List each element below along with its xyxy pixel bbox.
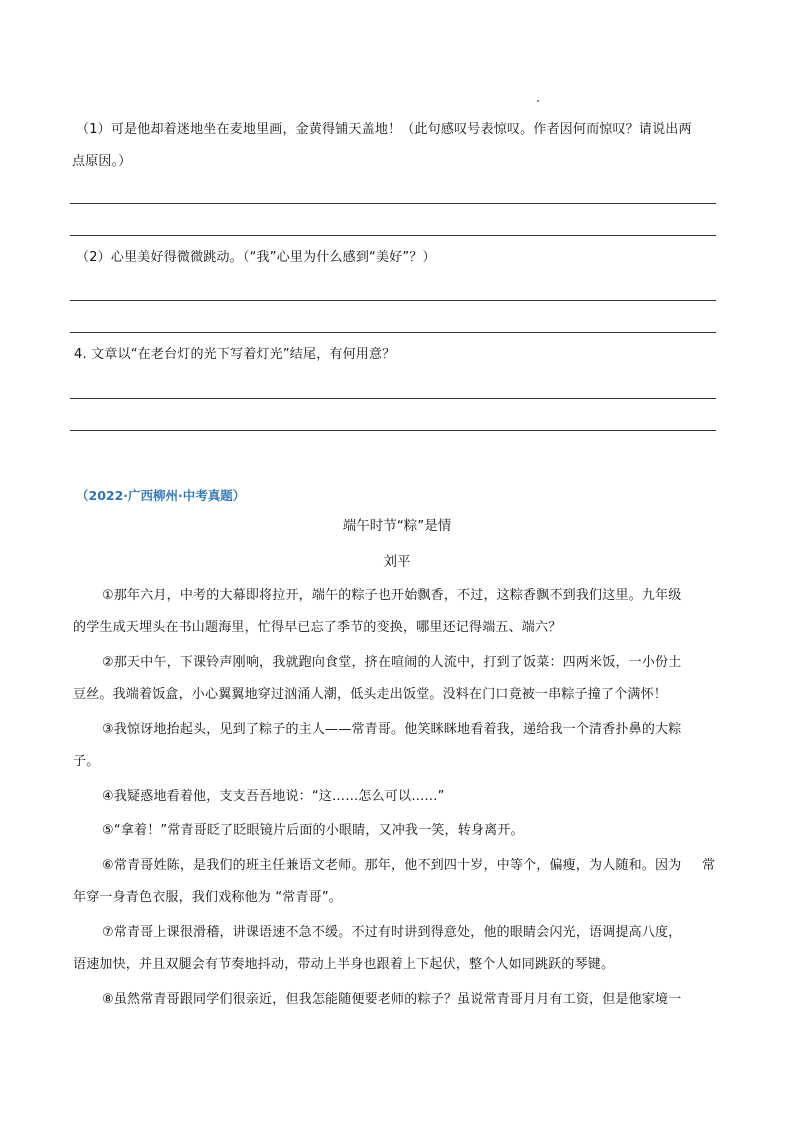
question-3-2-text: （2）心里美好得微微跳动。（“我”心里为什么感到“美好”？）	[76, 250, 436, 265]
passage-source-tag: （2022·广西柳州·中考真题）	[76, 488, 246, 503]
paragraph-7-line1: ⑦常青哥上课很滑稽，讲课语速不急不缓。不过有时讲到得意处，他的眼睛会闪光，语调提高八度，	[102, 925, 682, 940]
paragraph-7-line2: 语速加快，并且双腿会有节奏地抖动，带动上半身也跟着上下起伏，整个人如同跳跃的琴键。	[73, 957, 615, 972]
paragraph-6-line1-end: 常	[702, 858, 716, 873]
paragraph-2-line1: ②那天中午，下课铃声刚响，我就跑向食堂，挤在喧闹的人流中，打到了饭菜：四两米饭，一小份土	[102, 655, 682, 670]
passage-author: 刘平	[383, 554, 411, 570]
paragraph-1-line2: 的学生成天埋头在书山题海里，忙得早已忘了季节的变换，哪里还记得端五、端六？	[73, 620, 562, 635]
answer-line	[70, 398, 716, 399]
scan-speck	[537, 100, 539, 102]
paragraph-3-line1: ③我惊讶地抬起头，见到了粽子的主人——常青哥。他笑眯眯地看着我，递给我一个清香扑鼻的大粽	[102, 722, 682, 737]
paragraph-8-line1: ⑧虽然常青哥跟同学们很亲近，但我怎能随便要老师的粽子？虽说常青哥月月有工资，但是他家境一	[102, 992, 682, 1007]
question-3-1-text-line1: （1）可是他却着迷地坐在麦地里画，金黄得铺天盖地！（此句感叹号表惊叹。作者因何而惊叹？请说出两	[76, 122, 692, 137]
answer-line	[70, 430, 716, 431]
answer-line	[70, 235, 716, 236]
answer-line	[70, 332, 716, 333]
paragraph-4: ④我疑惑地看着他，支支吾吾地说：“这……怎么可以……”	[102, 789, 445, 804]
answer-line	[70, 203, 716, 204]
paragraph-3-line2: 子。	[73, 754, 100, 769]
paragraph-6-line2: 年穿一身青色衣服，我们戏称他为 “常青哥”。	[73, 890, 343, 905]
passage-title: 端午时节“粽”是情	[342, 518, 452, 534]
paragraph-1-line1: ①那年六月，中考的大幕即将拉开，端午的粽子也开始飘香，不过，这粽香飘不到我们这里。九年级	[102, 588, 682, 603]
answer-line	[70, 300, 716, 301]
question-3-1-text-line2: 点原因。）	[72, 154, 132, 169]
question-4-text: 4. 文章以“在老台灯的光下写着灯光”结尾，有何用意？	[74, 347, 396, 362]
paragraph-2-line2: 豆丝。我端着饭盒，小心翼翼地穿过汹涌人潮，低头走出饭堂。没料在门口竟被一串粽子撞了个满怀！	[73, 687, 668, 702]
paragraph-5: ⑤“拿着！”常青哥眨了眨眼镜片后面的小眼睛，又冲我一笑，转身离开。	[102, 823, 524, 838]
paragraph-6-line1: ⑥常青哥姓陈，是我们的班主任兼语文老师。那年，他不到四十岁，中等个，偏瘦，为人随和。因为	[102, 858, 682, 873]
